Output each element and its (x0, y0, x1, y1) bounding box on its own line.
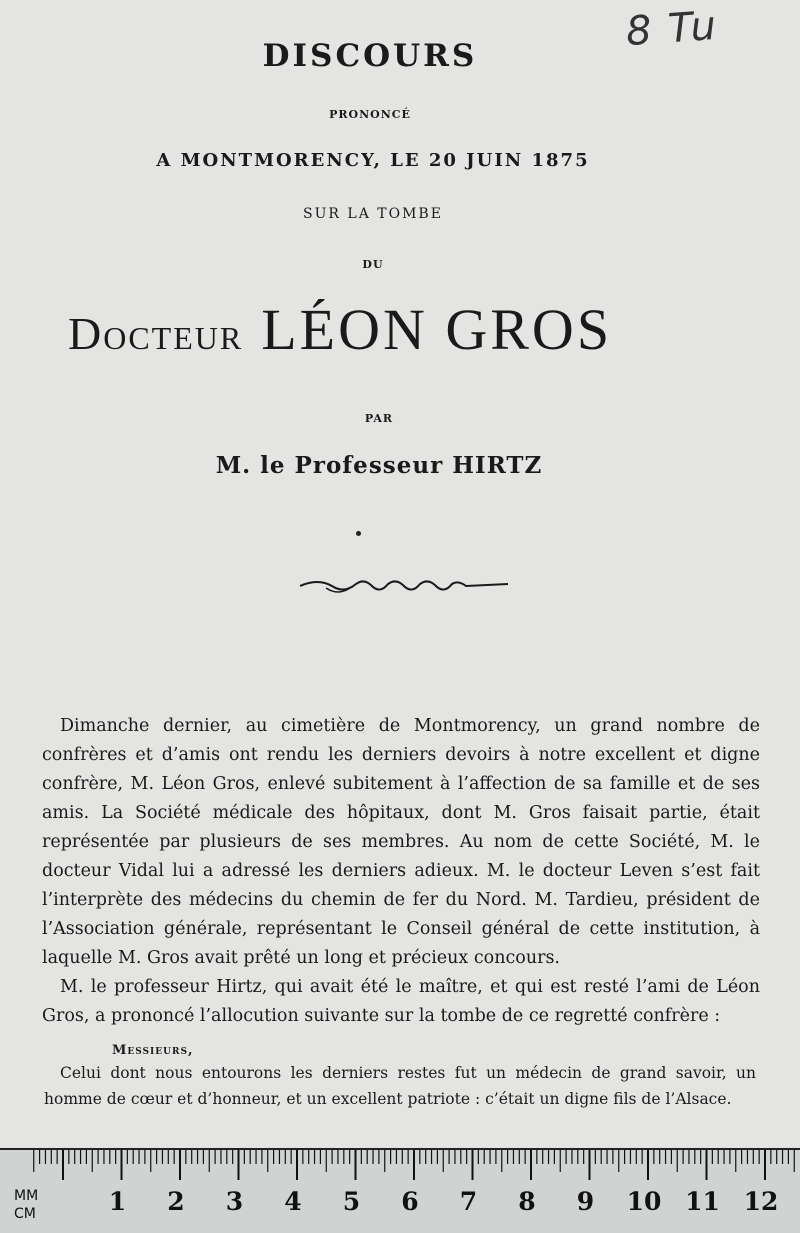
handwritten-shelfmark: 8 Tu (624, 2, 720, 56)
article-body (42, 712, 760, 1031)
doctor-heading (68, 296, 612, 363)
ruler-number: 9 (576, 1187, 595, 1216)
ruler-number: 2 (167, 1187, 185, 1216)
measuring-ruler (0, 1148, 800, 1233)
pronounced-label: PRONONCÉ (329, 108, 411, 121)
ruler-unit-label: CM (14, 1206, 36, 1222)
document-title: DISCOURS (262, 38, 478, 74)
ruler-number: 1 (108, 1187, 127, 1216)
paragraph: M. le professeur Hirtz, qui avait été le maître, et qui est resté l’ami de Léon Gros, a prononcé l’allocution suivante sur la tombe de ce regretté confrère : (42, 977, 760, 1026)
ruler-number: 12 (743, 1187, 779, 1216)
ruler-number: 11 (685, 1187, 720, 1216)
par-label: PAR (364, 412, 394, 425)
doctor-title: Docteur (68, 308, 244, 359)
ruler-number: 8 (518, 1187, 536, 1216)
tombe-label: SUR LA TOMBE (303, 206, 443, 222)
salutation: Messieurs, (112, 1043, 194, 1058)
ruler-number: 7 (459, 1187, 478, 1216)
dateline: A MONTMORENCY, LE 20 JUIN 1875 (156, 150, 590, 171)
author-line: M. le Professeur HIRTZ (215, 452, 543, 479)
paragraph: Dimanche dernier, au cimetière de Montmorency, un grand nombre de confrères et d’amis ont rendu les derniers devoirs à notre excellent et digne confrère, M. Léon Gros, enlevé subitement à l’affection de sa famille et de ses amis. La Société médicale des hôpitaux, dont M. Gros faisait partie, était représentée par plusieurs de ses membres. Au nom de cette Société, M. le docteur Vidal lui a adressé les derniers adieux. M. le docteur Leven s’est fait l’interprète des médecins du chemin de fer du Nord. M. Tardieu, président de l’Association générale, représentant le Conseil général de cette institution, à laquelle M. Gros avait prêté un long et précieux concours. (42, 716, 760, 968)
ruler-number: 10 (626, 1187, 662, 1216)
ornament-divider-icon (298, 572, 510, 598)
ruler-number: 4 (284, 1187, 302, 1216)
doctor-name: LÉON GROS (261, 297, 613, 362)
ruler-number: 6 (401, 1187, 419, 1216)
ink-dot (356, 531, 361, 536)
speech-text (44, 1060, 756, 1112)
ruler-scale (0, 1150, 800, 1233)
ruler-number: 3 (225, 1187, 244, 1216)
ruler-number: 5 (342, 1187, 361, 1216)
du-label: DU (362, 258, 384, 271)
paragraph: Celui dont nous entourons les derniers restes fut un médecin de grand savoir, un homme de cœur et d’honneur, et un excellent patriote : c’était un digne fils de l’Alsace. (44, 1064, 756, 1108)
ruler-unit-label: MM (14, 1188, 39, 1204)
